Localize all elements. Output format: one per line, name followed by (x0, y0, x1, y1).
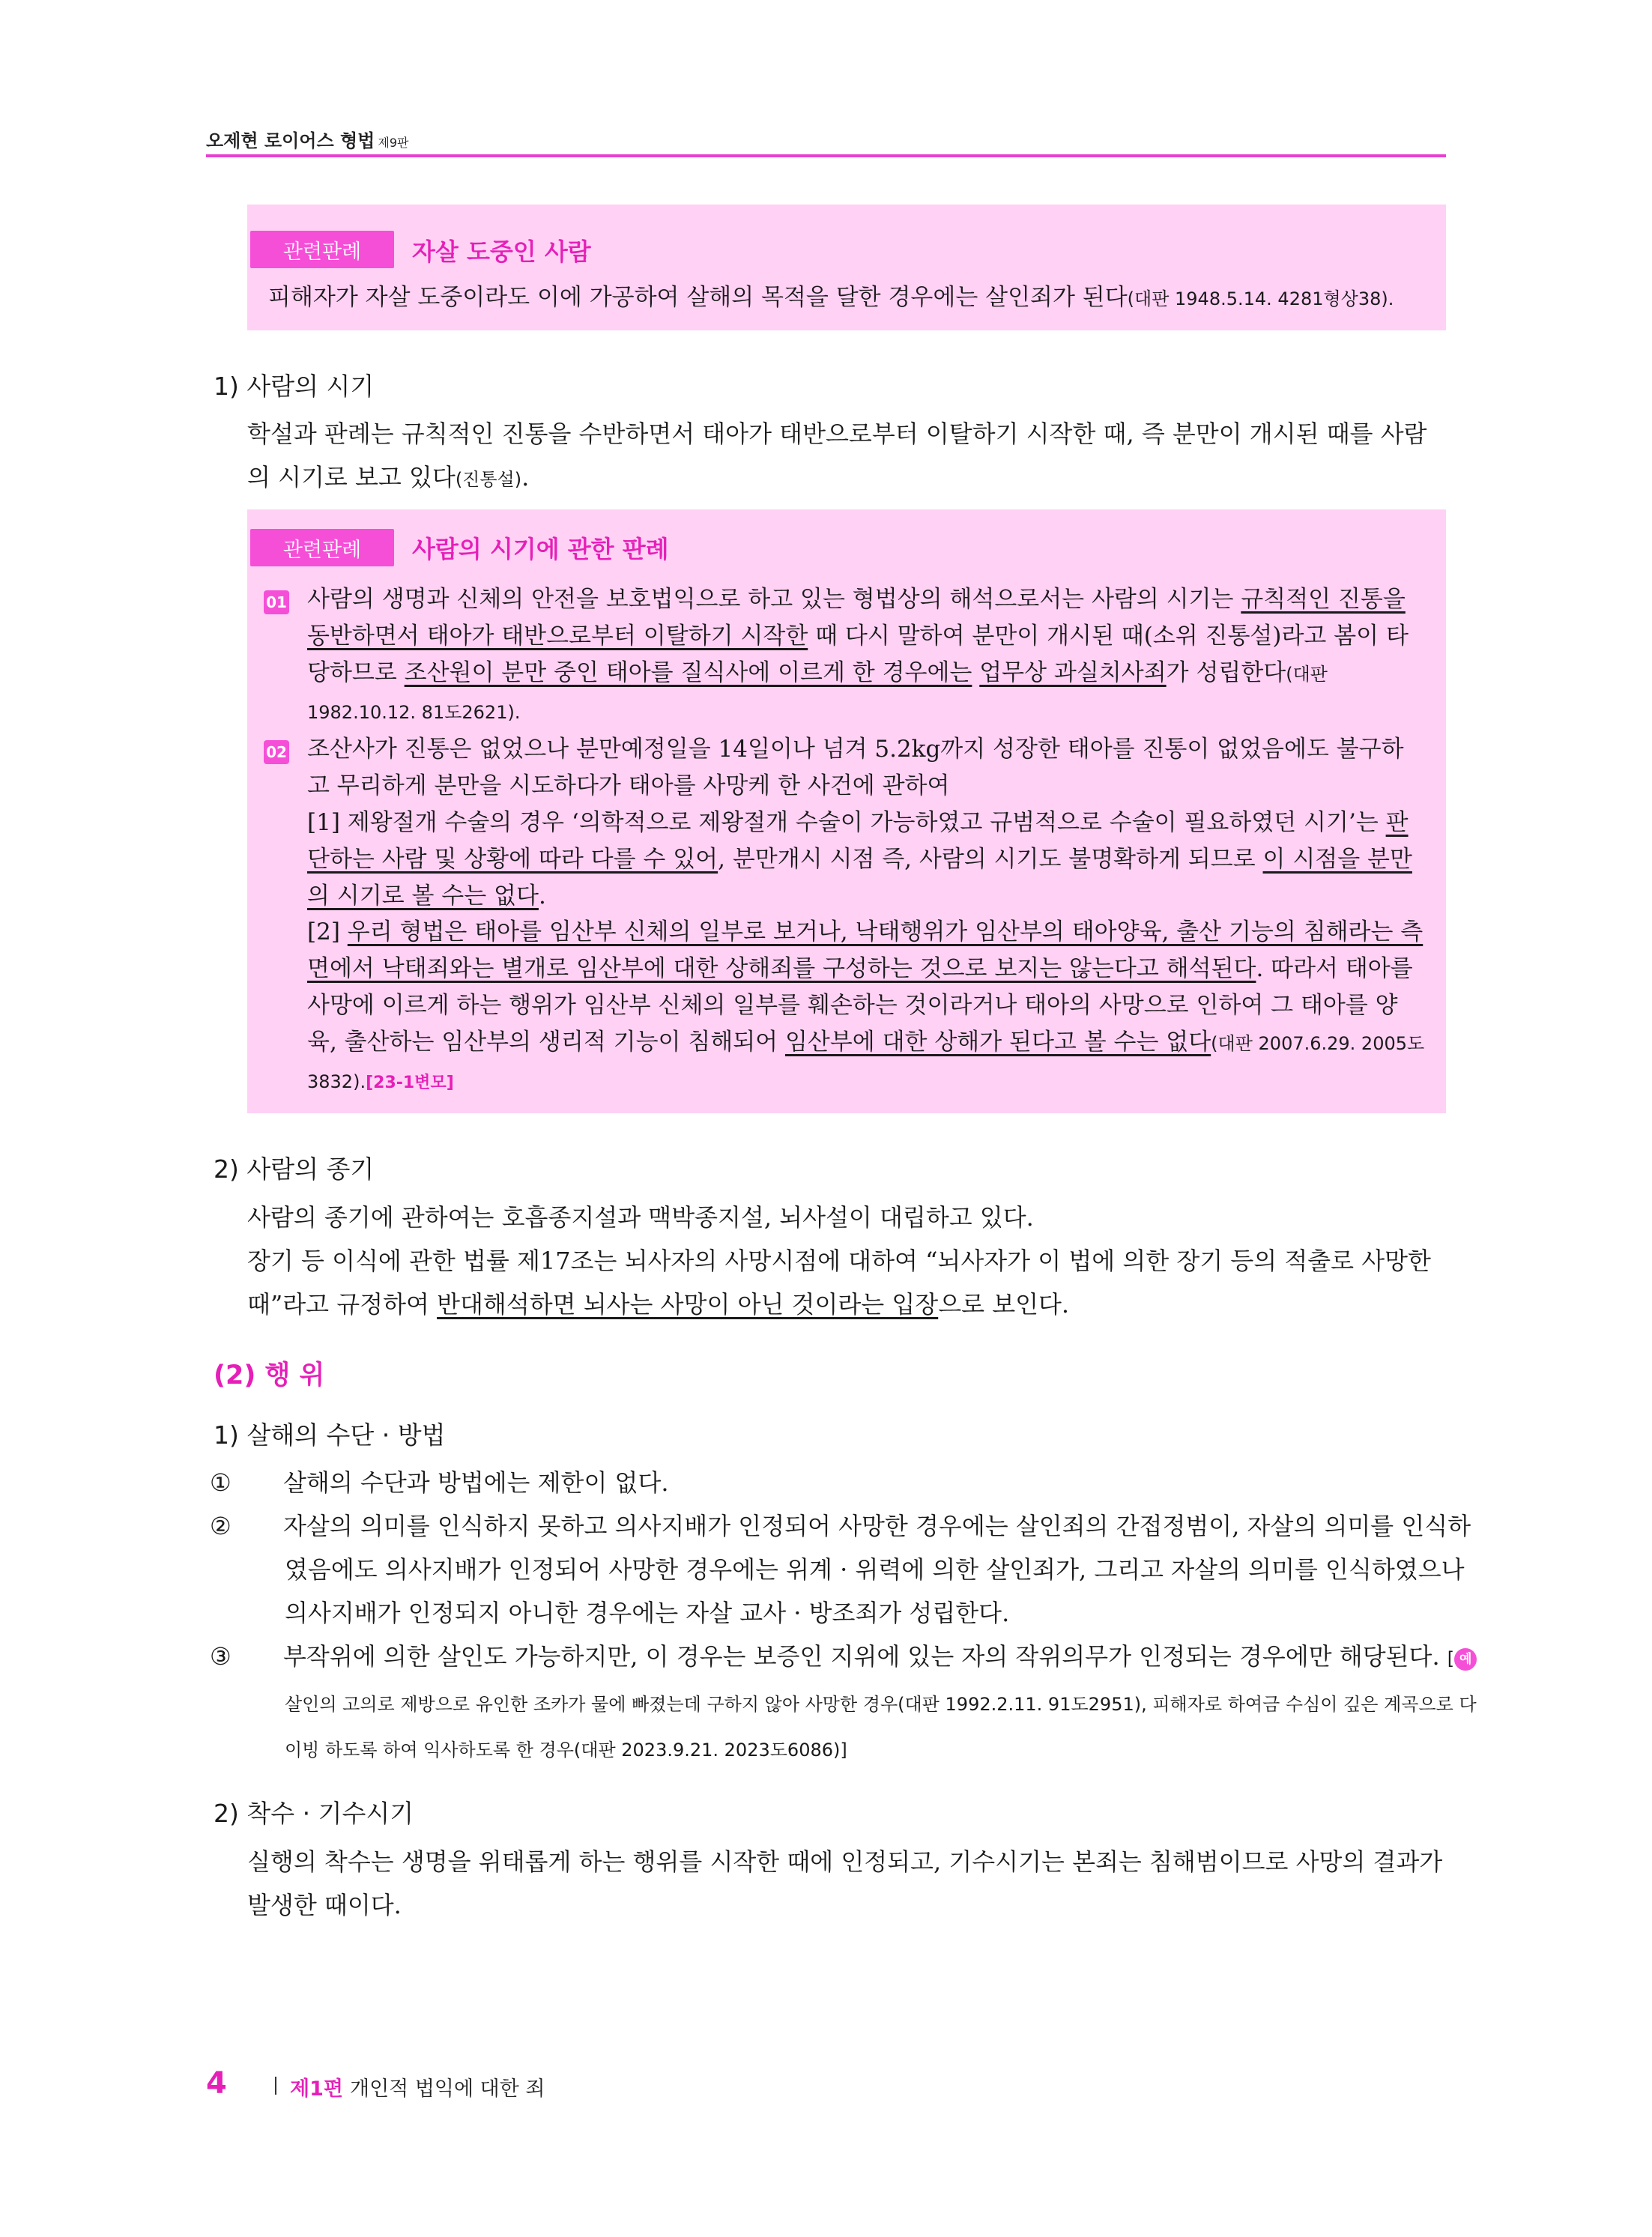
case-item-underline: 조산원이 분만 중인 태아를 질식사에 이르게 한 경우에는 (404, 659, 972, 686)
header-rule (206, 154, 1446, 157)
book-edition: 제9판 (378, 136, 409, 150)
case-number-badge: 02 (264, 740, 289, 764)
heading-end-of-person: 2) 사람의 종기 (214, 1154, 375, 1184)
case-text: 피해자가 자살 도중이라도 이에 가공하여 살해의 목적을 달한 경우에는 살인죄가 된다 (268, 284, 1128, 311)
list-text: 자살의 의미를 인식하지 못하고 의사지배가 인정되어 사망한 경우에는 살인죄의 간접정범이, 자살의 의미를 인식하였음에도 의사지배가 인정되어 사망한 경우에는 위계 · 위력에 의한 살인죄가, 그리고 자살의 의미를 인식하였으나 의사지배가 인정되지 아니한 경우에는 자살 교사 · 방조죄가 성립한다. (283, 1512, 1471, 1627)
subitem-text: . (538, 883, 546, 909)
page-number: 4 (206, 2066, 227, 2101)
paragraph-organ-transplant (247, 1239, 1446, 1326)
subitem-text: , 분만개시 시점 즉, 사람의 시기도 불명확하게 되므로 (718, 846, 1263, 873)
case-item-2 (307, 731, 1425, 805)
case-item-text: 조산사가 진통은 없었으나 분만예정일을 14일이나 넘겨 5.2kg까지 성장한 태아를 진통이 없었음에도 불구하고 무리하게 분만을 시도하다가 태아를 사망케 한 사건에 관하여 (307, 736, 1404, 799)
case-item-1 (307, 581, 1425, 731)
heading-attempt-completion: 2) 착수 · 기수시기 (214, 1799, 414, 1828)
subitem-text: 제왕절개 수술의 경우 ‘의학적으로 제왕절개 수술이 가능하였고 규범적으로 수술이 필요하였던 시기’는 (347, 809, 1386, 836)
case-item-text: 가 성립한다 (1166, 659, 1286, 686)
case-subitem-2 (307, 914, 1425, 1101)
case-citation: (대판 1982.10.12. 81도2621). (307, 664, 1328, 723)
list-item-3 (210, 1635, 1483, 1772)
heading-means-methods: 1) 살해의 수단 · 방법 (214, 1420, 446, 1450)
case-box-suicide (247, 205, 1446, 330)
heading-beginning-of-person: 1) 사람의 시기 (214, 372, 375, 401)
case-item-text: 때 다시 말하여 분만이 개시된 때(소위 진통설)라고 봄이 타당하므로 (307, 623, 1409, 686)
subitem-underline: 우리 형법은 태아를 임산부 신체의 일부로 보거나, 낙태행위가 임산부의 태아양육, 출산 기능의 침해라는 측면에서 낙태죄와는 별개로 임산부에 대한 상해죄를 구성하는 것으로 보지는 않는다고 해석된다 (307, 918, 1423, 982)
case-box-text (268, 279, 1425, 318)
case-citation: (대판 2007.6.29. 2005도3832). (307, 1033, 1425, 1092)
paragraph-beginning-theory (247, 412, 1446, 501)
paragraph-end: . (521, 463, 530, 491)
related-case-tag: 관련판례 (250, 231, 394, 268)
book-title: 오제현 로이어스 형법 (206, 130, 375, 151)
case-item-underline: 규칙적인 진통을 동반하면서 태아가 태반으로부터 이탈하기 시작한 (307, 586, 1406, 650)
footer-chapter: 개인적 법익에 대한 죄 (350, 2077, 545, 2101)
list-number: ① (210, 1468, 232, 1497)
running-header (206, 126, 1446, 152)
case-subitem-1 (307, 805, 1425, 915)
list-item-2 (210, 1504, 1483, 1635)
paragraph-note: (진통설) (455, 469, 522, 490)
related-case-tag: 관련판례 (250, 529, 394, 566)
subitem-label: [1] (307, 809, 348, 836)
list-number: ③ (210, 1642, 232, 1671)
page-footer (206, 2066, 545, 2101)
example-text: 살인의 고의로 제방으로 유인한 조카가 물에 빠졌는데 구하지 않아 사망한 경우(대판 1992.2.11. 91도2951), 피해자로 하여금 수심이 깊은 계곡으로 다이빙 하도록 하여 익사하도록 한 경우(대판 2023.9.21. 2023도6086)] (285, 1694, 1477, 1761)
example-bracket: [ (1447, 1648, 1455, 1669)
list-item-1 (210, 1461, 1483, 1504)
paragraph-attempt-completion: 실행의 착수는 생명을 위태롭게 하는 행위를 시작한 때에 인정되고, 기수시기는 본죄는 침해범이므로 사망의 결과가 발생한 때이다. (247, 1847, 1443, 1919)
subitem-underline: 임산부에 대한 상해가 된다고 볼 수는 없다 (784, 1029, 1211, 1056)
subitem-underline: 판단하는 사람 및 상황에 따라 다를 수 있어 (307, 809, 1409, 873)
case-citation: (대판 1948.5.14. 4281형상38). (1127, 288, 1394, 309)
list-text: 부작위에 의한 살인도 가능하지만, 이 경우는 보증인 지위에 있는 자의 작위의무가 인정되는 경우에만 해당된다. (283, 1642, 1447, 1671)
paragraph-underline: 반대해석하면 뇌사는 사망이 아닌 것이라는 입장 (437, 1290, 939, 1319)
case-number-badge: 01 (264, 590, 289, 614)
subitem-text: . 따라서 태아를 사망에 이르게 하는 행위가 임산부 신체의 일부를 훼손하는 것이라거나 태아의 사망으로 인하여 그 태아를 양육, 출산하는 임산부의 생리적 기능이 침해되어 (307, 955, 1413, 1056)
section-heading-act: (2) 행 위 (214, 1360, 325, 1390)
example-badge: 예 (1454, 1648, 1477, 1671)
case-box-heading: 자살 도중인 사람 (412, 237, 591, 266)
subitem-label: [2] (307, 918, 348, 945)
paragraph-text: 으로 보인다. (938, 1290, 1070, 1319)
list-number: ② (210, 1512, 232, 1540)
case-box-beginning (247, 509, 1446, 1113)
list-text: 살해의 수단과 방법에는 제한이 없다. (283, 1468, 669, 1497)
case-box-heading: 사람의 시기에 관한 판례 (412, 535, 669, 563)
case-item-underline: 업무상 과실치사죄 (979, 659, 1167, 686)
subitem-underline: 이 시점을 분만의 시기로 볼 수는 없다 (307, 846, 1412, 909)
footer-separator (275, 2077, 276, 2095)
case-item-text (972, 659, 979, 686)
case-item-text: 사람의 생명과 신체의 안전을 보호법익으로 하고 있는 형법상의 해석으로서는 사람의 시기는 (307, 586, 1241, 613)
exam-mark: [23-1변모] (366, 1074, 454, 1092)
paragraph-text: 학설과 판례는 규칙적인 진통을 수반하면서 태아가 태반으로부터 이탈하기 시작한 때, 즉 분만이 개시된 때를 사람의 시기로 보고 있다 (247, 420, 1427, 491)
paragraph-text: 장기 등 이식에 관한 법률 제17조는 뇌사자의 사망시점에 대하여 “뇌사자가 이 법에 의한 장기 등의 적출로 사망한 때”라고 규정하여 (247, 1247, 1431, 1319)
paragraph-end-theories: 사람의 종기에 관하여는 호흡종지설과 맥박종지설, 뇌사설이 대립하고 있다. (247, 1203, 1034, 1232)
footer-part: 제1편 (290, 2077, 343, 2101)
